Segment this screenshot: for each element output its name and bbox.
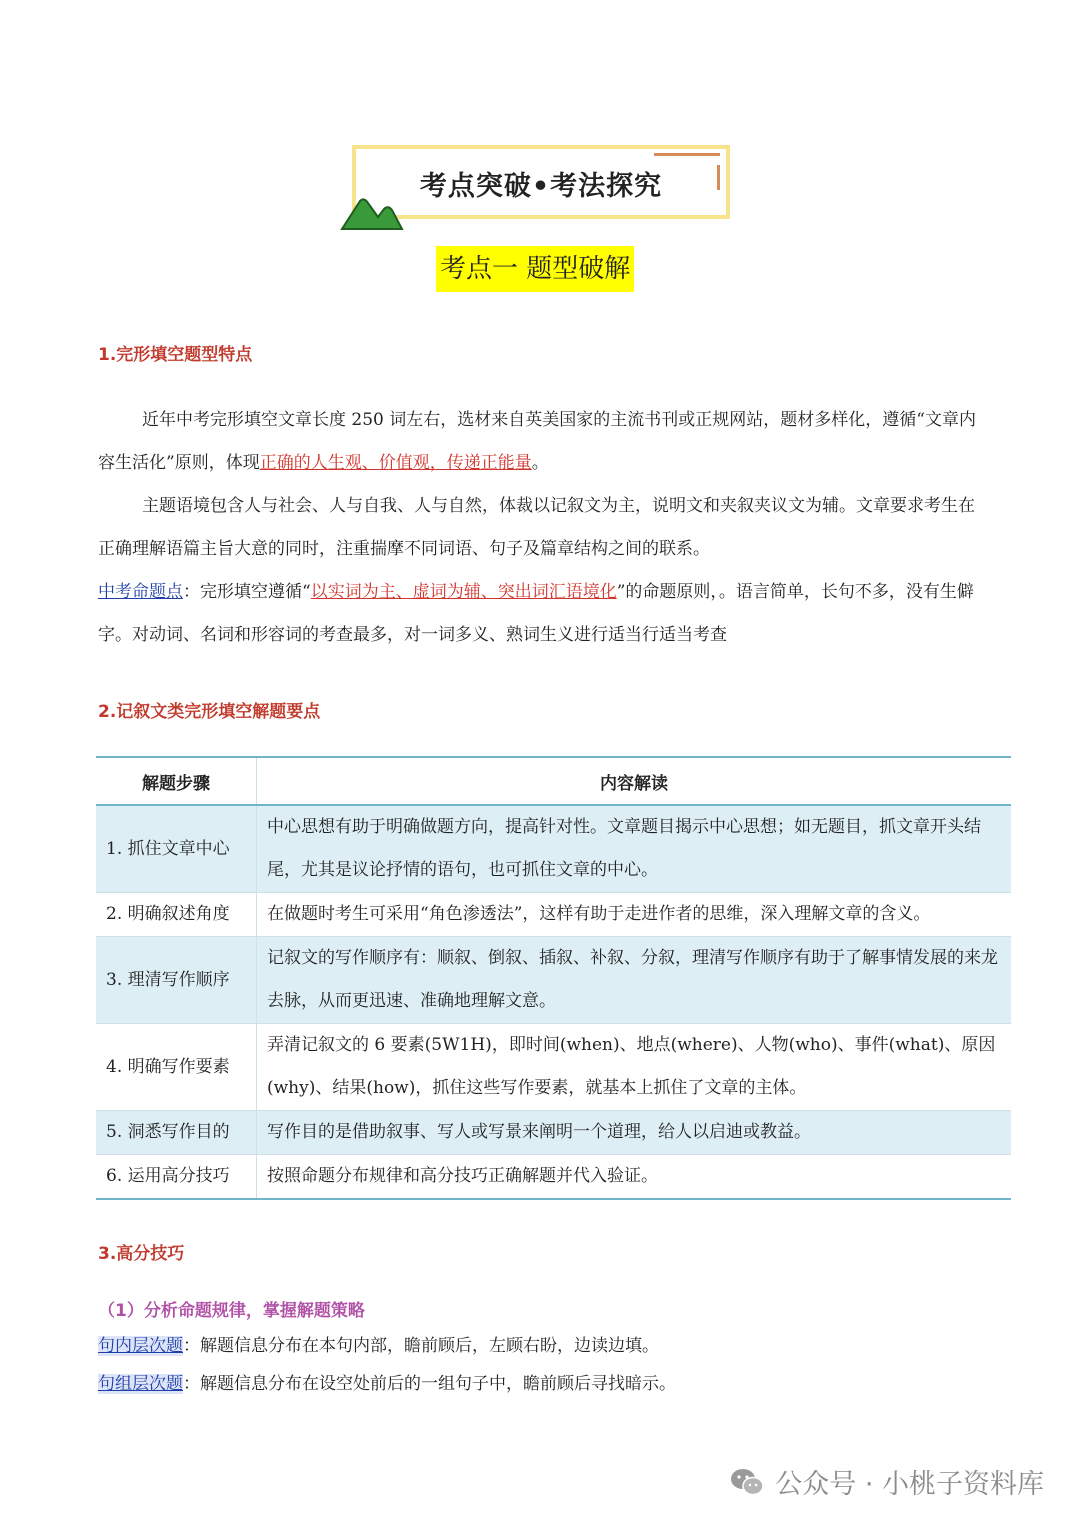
step-cell: 1. 抓住文章中心: [96, 805, 257, 893]
table-row: [96, 805, 1011, 893]
section-2-heading: 2.记叙文类完形填空解题要点: [98, 702, 321, 722]
key-term: 句组层次题: [98, 1374, 183, 1394]
table-row: [96, 1024, 1011, 1111]
topic-subtitle: 考点一 题型破解: [436, 246, 634, 292]
step-cell: 4. 明确写作要素: [96, 1024, 257, 1111]
step-cell: 3. 理清写作顺序: [96, 937, 257, 1024]
emphasis-text: 以实词为主、虚词为辅、突出词汇语境化: [310, 582, 617, 602]
paragraph-text: 近年中考完形填空文章长度 250 词左右，选材来自英美国家的主流书刊或正规网站，题材多样化，遵循“文章内容生活化”原则，体现: [98, 410, 976, 473]
steps-table: [96, 756, 1011, 1200]
table-row: [96, 893, 1011, 937]
content-cell: 弄清记叙文的 6 要素(5W1H)，即时间(when)、地点(where)、人物(who)、事件(what)、原因(why)、结果(how)，抓住这些写作要素，就基本上抓住了文章的主体。: [257, 1024, 1012, 1111]
key-term: 中考命题点: [98, 582, 183, 602]
wechat-icon: [729, 1467, 765, 1497]
table-header: 解题步骤: [96, 757, 257, 805]
emphasis-text: 正确的人生观、价值观，传递正能量: [259, 453, 532, 473]
technique-line-2: [98, 1364, 988, 1404]
banner-decoration-line: [654, 153, 720, 156]
content-cell: 记叙文的写作顺序有：顺叙、倒叙、插叙、补叙、分叙，理清写作顺序有助于了解事情发展的来龙去脉，从而更迅速、准确地理解文意。: [257, 937, 1012, 1024]
content-cell: 按照命题分布规律和高分技巧正确解题并代入验证。: [257, 1155, 1012, 1200]
section-1-paragraph-3: [98, 571, 988, 657]
paragraph-text: ：解题信息分布在本句内部，瞻前顾后，左顾右盼，边读边填。: [183, 1336, 659, 1356]
paragraph-text: 。: [531, 453, 549, 473]
section-banner: [352, 145, 730, 219]
step-cell: 2. 明确叙述角度: [96, 893, 257, 937]
banner-decoration-tick: [717, 165, 720, 190]
section-3-subheading: （1）分析命题规律，掌握解题策略: [98, 1301, 365, 1321]
table-row: [96, 937, 1011, 1024]
content-cell: 中心思想有助于明确做题方向，提高针对性。文章题目揭示中心思想；如无题目，抓文章开头结尾，尤其是议论抒情的语句，也可抓住文章的中心。: [257, 805, 1012, 893]
mountain-icon: [340, 195, 404, 231]
step-cell: 5. 洞悉写作目的: [96, 1111, 257, 1155]
step-cell: 6. 运用高分技巧: [96, 1155, 257, 1200]
content-cell: 在做题时考生可采用“角色渗透法”，这样有助于走进作者的思维，深入理解文章的含义。: [257, 893, 1012, 937]
section-1-paragraph-2: 主题语境包含人与社会、人与自我、人与自然，体裁以记叙文为主，说明文和夹叙夹议文为辅。文章要求考生在正确理解语篇主旨大意的同时，注重揣摩不同词语、句子及篇章结构之间的联系。: [98, 496, 975, 559]
paragraph-text: ：完形填空遵循“: [183, 582, 311, 602]
section-1-paragraph-1: [98, 399, 988, 485]
section-1-heading: 1.完形填空题型特点: [98, 345, 253, 365]
watermark-text: 公众号 · 小桃子资料库: [775, 1469, 1044, 1500]
banner-title: 考点突破•考法探究: [419, 170, 663, 202]
table-header: 内容解读: [257, 757, 1012, 805]
paragraph-text: ”的命题原则，。语言简单，长句不多，没有生僻字。对动词、名词和形容词的考查最多，对一词多义、熟词生义进行适当行适当考查: [98, 582, 974, 645]
content-cell: 写作目的是借助叙事、写人或写景来阐明一个道理，给人以启迪或教益。: [257, 1111, 1012, 1155]
technique-line-1: [98, 1326, 988, 1366]
key-term: 句内层次题: [98, 1336, 183, 1356]
paragraph-text: ：解题信息分布在设空处前后的一组句子中，瞻前顾后寻找暗示。: [183, 1374, 676, 1394]
watermark: [729, 1462, 1044, 1501]
table-row: [96, 1111, 1011, 1155]
section-3-heading: 3.高分技巧: [98, 1244, 185, 1264]
table-row: [96, 1155, 1011, 1200]
table-header-row: [96, 757, 1011, 805]
